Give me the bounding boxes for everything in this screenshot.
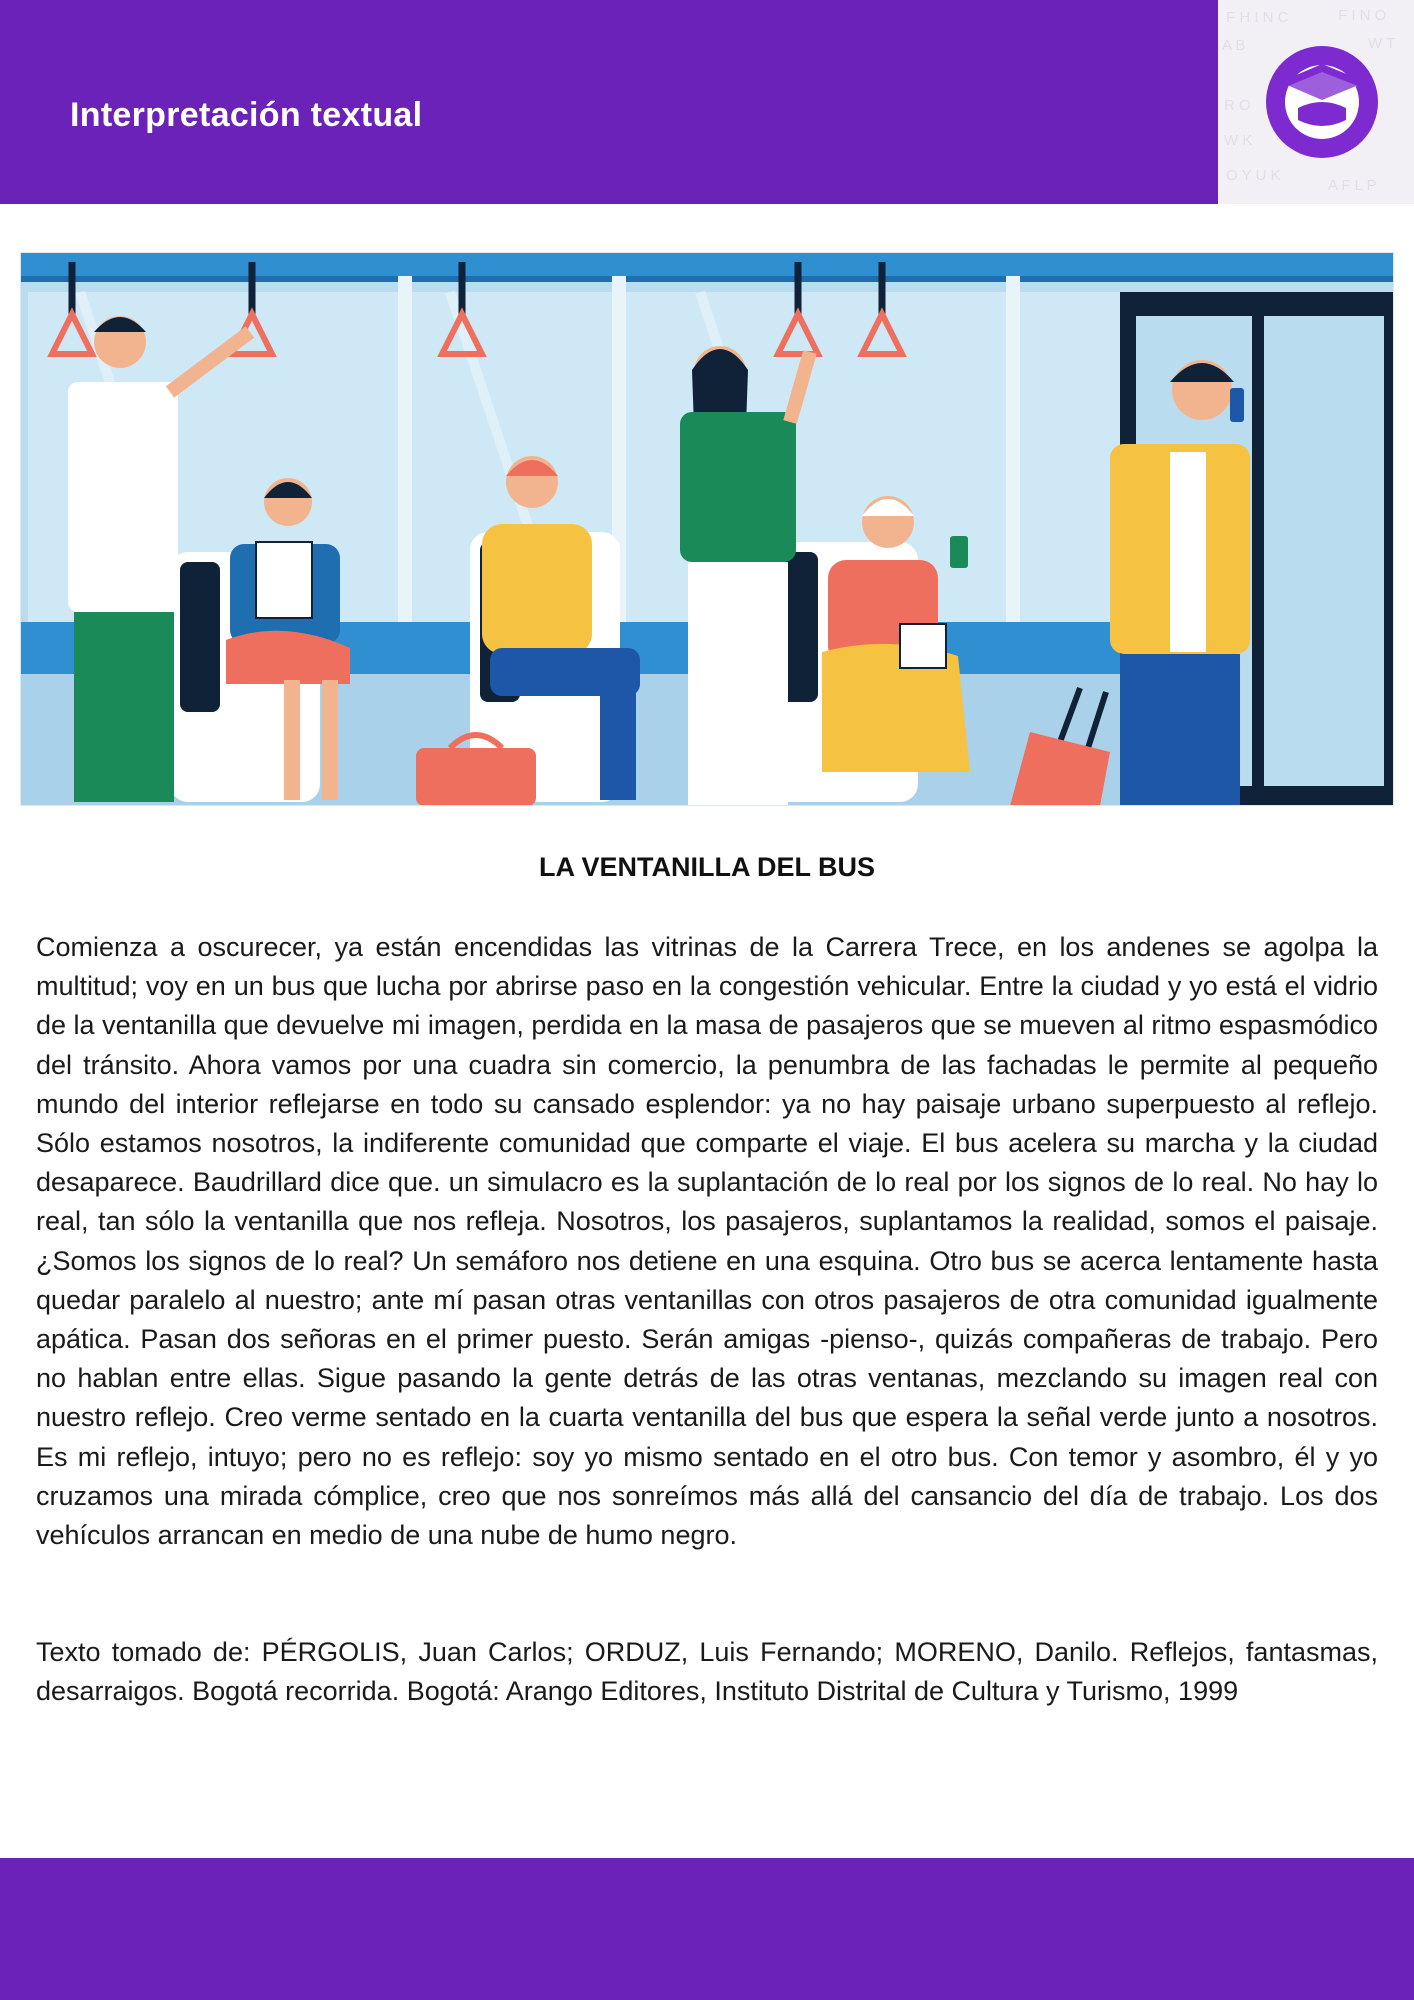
svg-text:F H I N C: F H I N C bbox=[1226, 9, 1289, 26]
svg-text:F I N O: F I N O bbox=[1338, 7, 1387, 24]
source-citation: Texto tomado de: PÉRGOLIS, Juan Carlos; ORDUZ, Luis Fernando; MORENO, Danilo. Reflejos, fantasmas, desarraigos. Bogotá recorrida. Bogotá: Arango Editores, Instituto Distrital de Cultura y Turismo, 1999 bbox=[36, 1637, 1378, 1707]
svg-text:O Y U K: O Y U K bbox=[1226, 167, 1281, 184]
bus-passengers-illustration bbox=[20, 252, 1394, 806]
svg-text:A F L P: A F L P bbox=[1328, 177, 1377, 194]
logo-area bbox=[1218, 0, 1414, 204]
header-banner bbox=[0, 0, 1218, 204]
graduation-cap-icon bbox=[1218, 0, 1414, 204]
svg-text:R O: R O bbox=[1224, 97, 1251, 114]
document-title: LA VENTANILLA DEL BUS bbox=[539, 852, 875, 882]
svg-text:A B: A B bbox=[1222, 37, 1246, 54]
header-title: Interpretación textual bbox=[70, 96, 423, 134]
svg-text:W T: W T bbox=[1368, 35, 1396, 52]
svg-text:W K: W K bbox=[1224, 132, 1253, 149]
footer-banner bbox=[0, 1858, 1414, 2000]
body-text: Comienza a oscurecer, ya están encendidas las vitrinas de la Carrera Trece, en los andenes se agolpa la multitud; voy en un bus que lucha por abrirse paso en la congestión vehicular. Entre la ciudad y yo está el vidrio de la ventanilla que devuelve mi imagen, perdida en la masa de pasajeros que se mueven al ritmo espasmódico del tránsito. Ahora vamos por una cuadra sin comercio, la penumbra de las fachadas le permite al pequeño mundo del interior reflejarse en todo su cansado esplendor: ya no hay paisaje urbano superpuesto al reflejo. Sólo estamos nosotros, la indiferente comunidad que comparte el viaje. El bus acelera su marcha y la ciudad desaparece. Baudrillard dice que. un simulacro es la suplantación de lo real por los signos de lo real. No hay lo real, tan sólo la ventanilla que nos refleja. Nosotros, los pasajeros, suplantamos la realidad, somos el paisaje. ¿Somos los signos de lo real? Un semáforo nos detiene en una esquina. Otro bus se acerca lentamente hasta quedar paralelo al nuestro; ante mí pasan otras ventanillas con otros pasajeros de otra comunidad igualmente apática. Pasan dos señoras en el primer puesto. Serán amigas -pienso-, quizás compañeras de trabajo. Pero no hablan entre ellas. Sigue pasando la gente detrás de las otras ventanas, mezclando su imagen real con nuestro reflejo. Creo verme sentado en la cuarta ventanilla del bus que espera la señal verde junto a nosotros. Es mi reflejo, intuyo; pero no es reflejo: soy yo mismo sentado en el otro bus. Con temor y asombro, él y yo cruzamos una mirada cómplice, creo que nos sonreímos más allá del cansancio del día de trabajo. Los dos vehículos arrancan en medio de una nube de humo negro. bbox=[36, 932, 1378, 1551]
